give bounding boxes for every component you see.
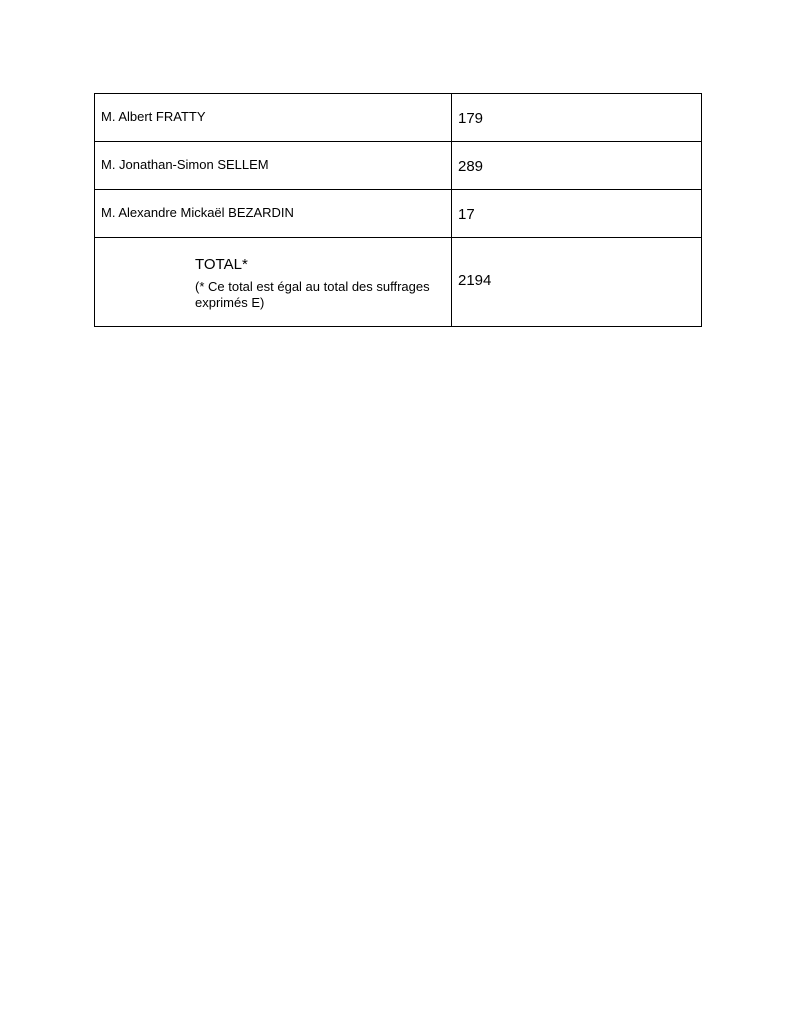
candidate-name: M. Albert FRATTY	[95, 94, 452, 142]
candidate-votes: 179	[452, 94, 702, 142]
total-block	[95, 254, 451, 311]
table-row	[95, 142, 702, 190]
table-row	[95, 94, 702, 142]
candidate-votes: 17	[452, 190, 702, 238]
table-row	[95, 190, 702, 238]
total-label: TOTAL*	[195, 255, 248, 273]
candidate-name: M. Alexandre Mickaël BEZARDIN	[95, 190, 452, 238]
candidate-votes: 289	[452, 142, 702, 190]
total-label-cell	[95, 238, 452, 327]
results-table	[94, 93, 702, 327]
total-row	[95, 238, 702, 327]
total-note: (* Ce total est égal au total des suffrages exprimés E)	[195, 278, 430, 310]
total-value: 2194	[452, 238, 702, 327]
candidate-name: M. Jonathan-Simon SELLEM	[95, 142, 452, 190]
